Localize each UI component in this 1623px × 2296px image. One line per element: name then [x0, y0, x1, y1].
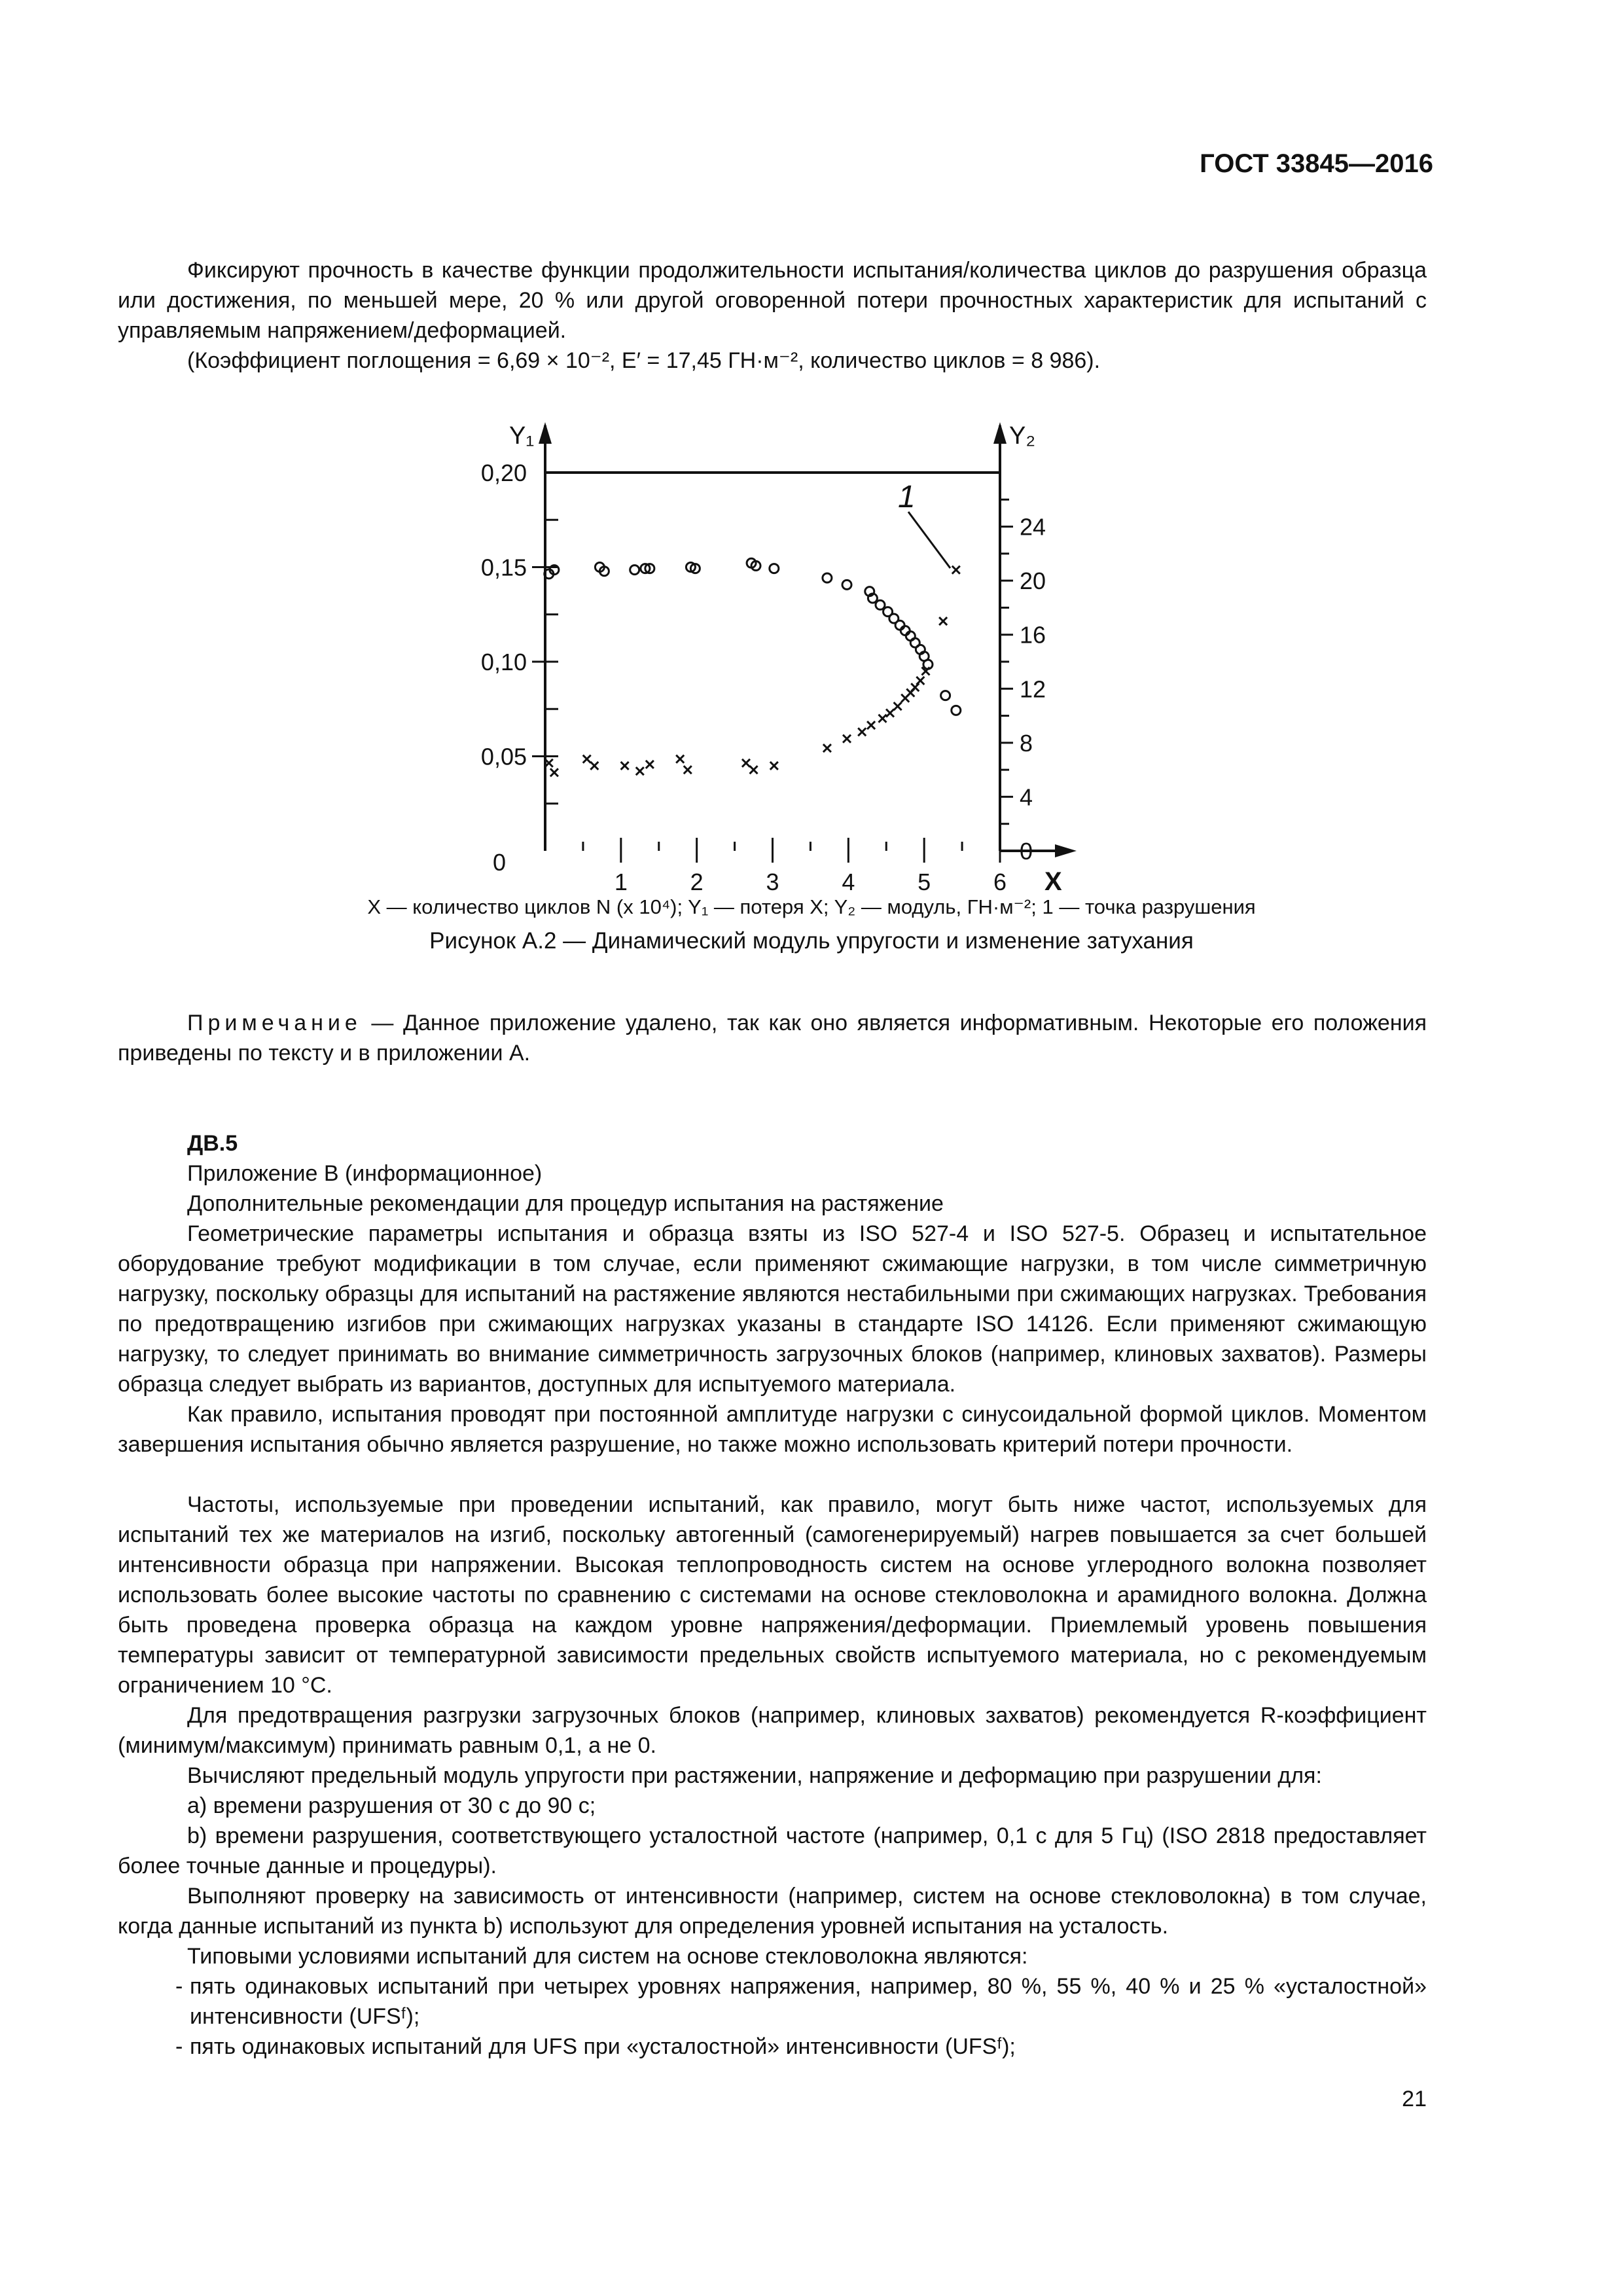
cross-point	[684, 766, 692, 774]
cross-point	[952, 566, 960, 574]
section-number: ДВ.5	[187, 1131, 238, 1156]
cross-point	[911, 683, 919, 691]
y1-axis-label: Y₁	[509, 422, 535, 450]
circle-point	[630, 565, 639, 575]
y2-tick-label: 8	[1020, 729, 1033, 757]
cross-point	[646, 761, 654, 768]
section-paragraph-9: Типовыми условиями испытаний для систем на основе стекловолокна являются:	[187, 1944, 1028, 1969]
cross-point	[676, 755, 684, 763]
y1-arrowhead	[539, 422, 552, 444]
note-paragraph	[118, 1008, 1427, 1068]
cross-point	[621, 762, 629, 770]
circle-point	[842, 580, 851, 589]
section-paragraph-2: Как правило, испытания проводят при постоянной амплитуде нагрузки с синусоидальной формой циклов. Моментом завершения испытания обычно является разрушение, но также можно использовать критерий потери прочности.	[118, 1402, 1427, 1457]
cross-point	[823, 744, 831, 752]
figure-chart	[0, 0, 1623, 903]
circle-point	[941, 691, 950, 700]
section-paragraph-1: Геометрические параметры испытания и образца взяты из ISO 527-4 и ISO 527-5. Образец и испытательное оборудование требуют модификации в том случае, если применяют сжимающие нагрузки, в том числе симметричную нагрузку, поскольку образцы для испытаний на растяжение являются нестабильными при сжимающих нагрузках. Требования по предотвращению изгибов при сжимающих нагрузках указаны в стандарте ISO 14126. Если применяют сжимающую нагрузку, то следует принимать во внимание симметричность загрузочных блоков (например, клиновых захватов). Размеры образца следует выбрать из вариантов, доступных для испытуемого материала.	[118, 1221, 1427, 1397]
note-text: — Данное приложение удалено, так как оно является информативным. Некоторые его положения приведены по тексту и в приложении А.	[118, 1011, 1427, 1066]
bullet-item-2: - пять одинаковых испытаний для UFS при «усталостной» интенсивности (UFSᶠ);	[175, 2034, 1016, 2059]
cross-point	[916, 677, 924, 685]
section-subtitle: Дополнительные рекомендации для процедур испытания на растяжение	[187, 1191, 944, 1216]
y1-tick-label: 0,20	[480, 459, 527, 486]
intro-coefficients: (Коэффициент поглощения = 6,69 × 10⁻², E′ = 17,45 ГН·м⁻², количество циклов = 8 986).	[187, 348, 1101, 373]
cross-point	[894, 702, 902, 710]
x-tick-label: 4	[842, 869, 855, 895]
bullet-item-1-text: пять одинаковых испытаний при четырех уровнях напряжения, например, 80 %, 55 %, 40 % и 25 % «усталостной» интенсивности (UFSᶠ);	[190, 1974, 1427, 2029]
document-header: ГОСТ 33845—2016	[1200, 149, 1433, 178]
cross-point	[750, 766, 758, 774]
cross-point	[878, 715, 886, 723]
y2-arrowhead	[993, 422, 1007, 444]
cross-point	[583, 755, 591, 763]
y2-tick-label: 16	[1020, 621, 1046, 649]
note-label: Примечание	[187, 1011, 362, 1035]
figure-caption: Рисунок А.2 — Динамический модуль упругости и изменение затухания	[429, 928, 1194, 954]
y2-tick-label: 0	[1020, 838, 1033, 865]
cross-point	[550, 768, 558, 776]
y1-tick-label: 0	[492, 849, 506, 876]
x-axis-label: X	[1044, 867, 1062, 896]
cross-point	[867, 721, 875, 729]
x-tick-label: 6	[993, 869, 1007, 895]
intro-paragraph: Фиксируют прочность в качестве функции продолжительности испытания/количества циклов до разрушения образца или достижения, по меньшей мере, 20 % или другой оговоренной потери прочностных характеристик для испытаний с управляемым напряжением/деформацией.	[118, 258, 1427, 343]
circle-point	[876, 600, 885, 609]
section-paragraph-3: Частоты, используемые при проведении испытаний, как правило, могут быть ниже частот, используемых для испытаний тех же материалов на изгиб, поскольку автогенный (самогенерируемый) нагрев повышается за счет большей интенсивности образца при напряжении. Высокая теплопроводность систем на основе углеродного волокна позволяет использовать более высокие частоты по сравнению с системами на основе стекловолокна и арамидного волокна. Должна быть проведена проверка образца на каждом уровне напряжения/деформации. Приемлемый уровень повышения температуры зависит от температурной зависимости предельных свойств испытуемого материала, но с рекомендуемым ограничением 10 °С.	[118, 1492, 1427, 1698]
y2-tick-label: 20	[1020, 567, 1046, 595]
y1-tick-label: 0,10	[480, 649, 527, 675]
x-tick-label: 2	[690, 869, 704, 895]
page-number: 21	[1402, 2087, 1427, 2111]
y1-tick-label: 0,15	[480, 554, 527, 581]
x-tick-label: 1	[614, 869, 628, 895]
bullet-item-2-text: пять одинаковых испытаний для UFS при «усталостной» интенсивности (UFSᶠ);	[190, 2034, 1016, 2059]
cross-point	[770, 762, 778, 770]
circle-point	[952, 706, 961, 715]
y2-tick-label: 12	[1020, 675, 1046, 703]
y1-tick-label: 0,05	[480, 743, 527, 770]
cross-point	[742, 759, 750, 767]
annotation-leader	[908, 512, 950, 568]
cross-point	[636, 767, 644, 775]
figure-legend: X — количество циклов N (x 10⁴); Y₁ — потеря X; Y₂ — модуль, ГН·м⁻²; 1 — точка разрушения	[367, 895, 1256, 918]
section-item-a: а) времени разрушения от 30 с до 90 с;	[187, 1793, 596, 1818]
circle-point	[895, 620, 904, 630]
y2-axis-label: Y₂	[1009, 422, 1036, 450]
cross-point	[843, 735, 851, 743]
section-paragraph-5: Вычисляют предельный модуль упругости при растяжении, напряжение и деформацию при разрушении для:	[187, 1763, 1322, 1788]
x-arrowhead	[1055, 844, 1077, 857]
section-paragraph-8: Выполняют проверку на зависимость от интенсивности (например, систем на основе стекловолокна) в том случае, когда данные испытаний из пункта b) используют для определения уровней испытания на усталость.	[118, 1884, 1427, 1939]
x-tick-label: 3	[766, 869, 779, 895]
y2-tick-label: 24	[1020, 513, 1046, 541]
y2-tick-label: 4	[1020, 783, 1033, 811]
cross-point	[590, 762, 598, 770]
section-item-b: b) времени разрушения, соответствующего усталостной частоте (например, 0,1 с для 5 Гц) (ISO 2818 предоставляет более точные данные и процедуры).	[118, 1823, 1427, 1878]
cross-point	[858, 728, 866, 736]
circle-point	[770, 564, 779, 573]
bullet-item-1: - пять одинаковых испытаний при четырех уровнях напряжения, например, 80 %, 55 %, 40 % и 25 % «усталостной» интенсивности (UFSᶠ);	[175, 1974, 1427, 2029]
annotation-label: 1	[898, 480, 916, 514]
cross-point	[939, 617, 947, 625]
x-tick-label: 5	[918, 869, 931, 895]
cross-point	[886, 709, 894, 717]
circle-point	[901, 626, 910, 636]
section-paragraph-4: Для предотвращения разгрузки загрузочных блоков (например, клиновых захватов) рекомендуется R-коэффициент (минимум/максимум) принимать равным 0,1, а не 0.	[118, 1703, 1427, 1758]
circle-point	[823, 573, 832, 583]
section-appendix-title: Приложение В (информационное)	[187, 1161, 543, 1186]
